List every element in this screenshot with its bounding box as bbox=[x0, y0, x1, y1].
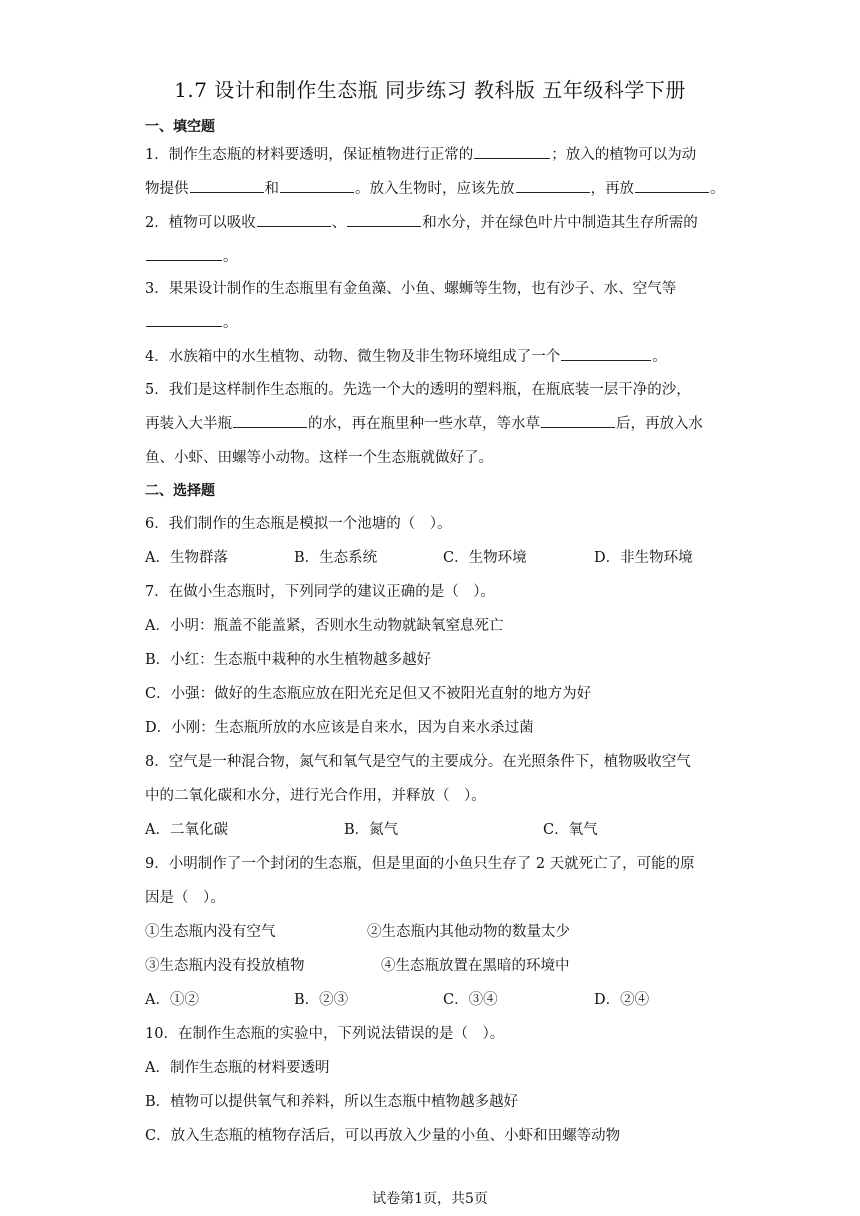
option-a[interactable]: A．二氧化碳 bbox=[145, 822, 228, 838]
answer-blank[interactable] bbox=[190, 178, 264, 193]
question-3-line-1: 3．果果设计制作的生态瓶里有金鱼藻、小鱼、螺蛳等生物，也有沙子、水、空气等 bbox=[145, 281, 677, 297]
option-c[interactable]: C．③④ bbox=[443, 992, 498, 1008]
answer-blank[interactable] bbox=[516, 178, 590, 193]
option-b[interactable]: B．植物可以提供氧气和养料，所以生态瓶中植物越多越好 bbox=[145, 1094, 519, 1110]
question-5-line-1: 5．我们是这样制作生态瓶的。先选一个大的透明的塑料瓶，在瓶底装一层干净的沙， bbox=[145, 382, 691, 398]
answer-blank[interactable] bbox=[561, 346, 651, 361]
question-1-line-1: 1．制作生态瓶的材料要透明，保证植物进行正常的 ；放入的植物可以为动 bbox=[145, 143, 696, 164]
question-6-stem: 6．我们制作的生态瓶是模拟一个池塘的（ ）。 bbox=[145, 516, 452, 532]
option-d[interactable]: D．小刚：生态瓶所放的水应该是自来水，因为自来水杀过菌 bbox=[145, 720, 534, 736]
option-c[interactable]: C．小强：做好的生态瓶应放在阳光充足但又不被阳光直射的地方为好 bbox=[145, 686, 592, 702]
question-5-line-3: 鱼、小虾、田螺等小动物。这样一个生态瓶就做好了。 bbox=[145, 450, 493, 466]
page-title: 1.7 设计和制作生态瓶 同步练习 教科版 五年级科学下册 bbox=[174, 78, 686, 102]
option-d[interactable]: D．非生物环境 bbox=[594, 550, 693, 566]
page-footer: 试卷第1页，共5页 bbox=[372, 1191, 488, 1207]
answer-blank[interactable] bbox=[474, 144, 550, 159]
question-5-line-2: 再装入大半瓶 的水，再在瓶里种一些水草，等水草 后，再放入水 bbox=[145, 412, 703, 433]
answer-blank[interactable] bbox=[280, 178, 354, 193]
question-3-line-2: 。 bbox=[145, 311, 238, 332]
option-c[interactable]: C．生物环境 bbox=[443, 550, 527, 566]
statement-2: ②生态瓶内其他动物的数量太少 bbox=[367, 924, 570, 940]
question-9-line-1: 9．小明制作了一个封闭的生态瓶，但是里面的小鱼只生存了 2 天就死亡了，可能的原 bbox=[145, 856, 695, 872]
question-8-line-2: 中的二氧化碳和水分，进行光合作用，并释放（ ）。 bbox=[145, 788, 486, 804]
section-fill-blank: 一、填空题 bbox=[145, 119, 215, 135]
statement-1: ①生态瓶内没有空气 bbox=[145, 924, 276, 940]
answer-blank[interactable] bbox=[541, 413, 615, 428]
statement-4: ④生态瓶放置在黑暗的环境中 bbox=[381, 958, 570, 974]
question-4-line-1: 4．水族箱中的水生植物、动物、微生物及非生物环境组成了一个 。 bbox=[145, 345, 667, 366]
question-8-line-1: 8．空气是一种混合物，氮气和氧气是空气的主要成分。在光照条件下，植物吸收空气 bbox=[145, 754, 691, 770]
section-multiple-choice: 二、选择题 bbox=[145, 483, 215, 499]
question-1-line-2: 物提供 和 。放入生物时，应该先放 ，再放 。 bbox=[145, 177, 725, 198]
option-b[interactable]: B．氮气 bbox=[344, 822, 399, 838]
option-a[interactable]: A．①② bbox=[145, 992, 199, 1008]
option-b[interactable]: B．生态系统 bbox=[294, 550, 378, 566]
option-c[interactable]: C．氧气 bbox=[543, 822, 598, 838]
option-a[interactable]: A．小明：瓶盖不能盖紧，否则水生动物就缺氧窒息死亡 bbox=[145, 618, 504, 634]
option-c[interactable]: C．放入生态瓶的植物存活后，可以再放入少量的小鱼、小虾和田螺等动物 bbox=[145, 1128, 621, 1144]
option-a[interactable]: A．生物群落 bbox=[145, 550, 228, 566]
question-2-line-1: 2．植物可以吸收 、 和水分，并在绿色叶片中制造其生存所需的 bbox=[145, 211, 698, 232]
option-b[interactable]: B．②③ bbox=[294, 992, 349, 1008]
answer-blank[interactable] bbox=[347, 212, 421, 227]
option-b[interactable]: B．小红：生态瓶中栽种的水生植物越多越好 bbox=[145, 652, 432, 668]
question-2-line-2: 。 bbox=[145, 245, 238, 266]
question-9-line-2: 因是（ ）。 bbox=[145, 890, 225, 906]
answer-blank[interactable] bbox=[257, 212, 331, 227]
option-a[interactable]: A．制作生态瓶的材料要透明 bbox=[145, 1060, 330, 1076]
answer-blank[interactable] bbox=[146, 246, 222, 261]
answer-blank[interactable] bbox=[635, 178, 709, 193]
question-7-stem: 7．在做小生态瓶时，下列同学的建议正确的是（ ）。 bbox=[145, 584, 495, 600]
answer-blank[interactable] bbox=[233, 413, 307, 428]
question-10-stem: 10．在制作生态瓶的实验中，下列说法错误的是（ ）。 bbox=[145, 1026, 505, 1042]
statement-3: ③生态瓶内没有投放植物 bbox=[145, 958, 305, 974]
option-d[interactable]: D．②④ bbox=[594, 992, 650, 1008]
answer-blank[interactable] bbox=[146, 312, 222, 327]
